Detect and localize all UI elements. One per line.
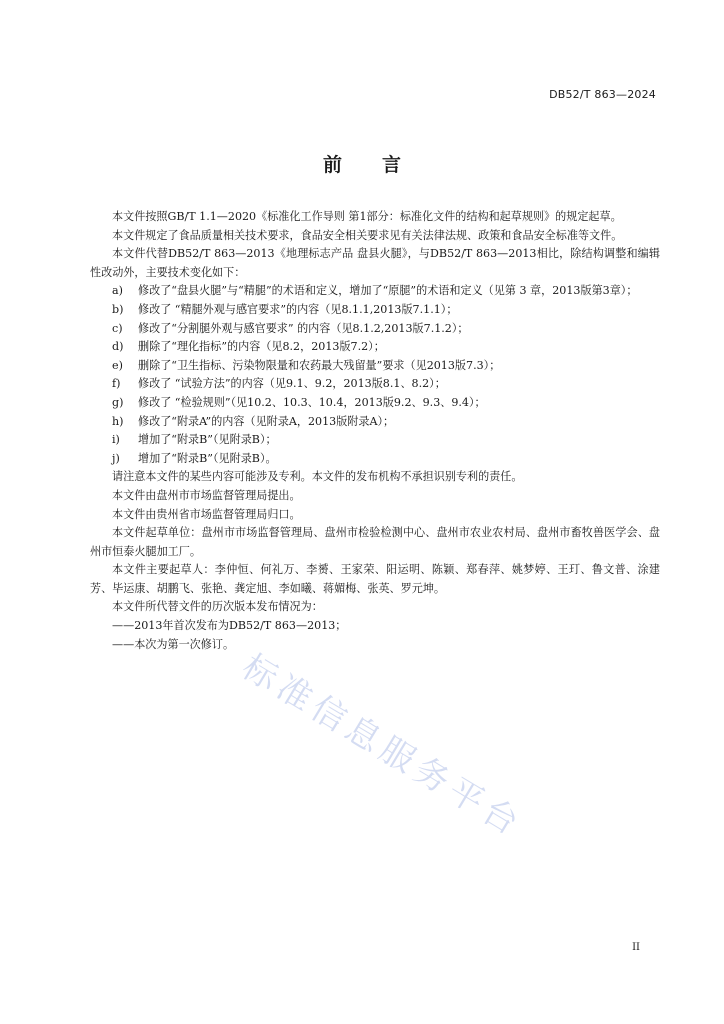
change-item-text: 增加了“附录B”（见附录B）。 xyxy=(138,451,277,465)
change-item xyxy=(90,282,660,301)
change-item xyxy=(90,413,660,432)
document-body xyxy=(90,208,660,654)
change-item-mark: c) xyxy=(112,321,123,335)
change-item-text: 删除了“卫生指标、污染物限量和农药最大残留量”要求（见2013版7.3）； xyxy=(138,358,501,372)
document-code: DB52/T 863—2024 xyxy=(549,88,656,101)
change-item-mark: f) xyxy=(112,377,121,391)
paragraph-drafters: 本文件主要起草人：李仲恒、何礼万、李赟、王家荣、阳运明、陈颖、郑春萍、姚梦婷、王玎、鲁文普、涂建芳、毕运康、胡鹏飞、张艳、龚定旭、李如曦、蒋媚梅、张英、罗元坤。 xyxy=(90,563,660,595)
change-item-mark: e) xyxy=(112,358,123,372)
change-item-text: 修改了“盘县火腿”与“精腿”的术语和定义，增加了“原腿”的术语和定义（见第 3 章，2013版第3章）； xyxy=(138,284,638,298)
paragraph-history-intro: 本文件所代替文件的历次版本发布情况为： xyxy=(112,600,323,614)
change-item-text: 修改了 “精腿外观与感官要求”的内容（见8.1.1,2013版7.1.1）； xyxy=(138,302,458,316)
paragraph-proposer: 本文件由盘州市市场监督管理局提出。 xyxy=(112,488,301,502)
change-item xyxy=(90,357,660,376)
change-item xyxy=(90,450,660,469)
page-number: II xyxy=(632,942,640,953)
change-item xyxy=(90,375,660,394)
change-item-mark: h) xyxy=(112,414,124,428)
change-item-text: 修改了 “检验规则”（见10.2、10.3、10.4，2013版9.2、9.3、9.4）； xyxy=(138,395,486,409)
change-item-mark: g) xyxy=(112,395,124,409)
paragraph-replacement: 本文件代替DB52/T 863—2013《地理标志产品 盘县火腿》，与DB52/T 863—2013相比，除结构调整和编辑性改动外，主要技术变化如下： xyxy=(90,247,660,279)
paragraph-drafting-rule: 本文件按照GB/T 1.1—2020《标准化工作导则 第1部分：标准化文件的结构和起草规则》的规定起草。 xyxy=(112,210,622,223)
history-item: ——2013年首次发布为DB52/T 863—2013； xyxy=(112,619,347,633)
change-item xyxy=(90,338,660,357)
change-item-text: 修改了 “试验方法”的内容（见9.1、9.2，2013版8.1、8.2）； xyxy=(138,377,446,391)
change-item-text: 修改了“分割腿外观与感官要求” 的内容（见8.1.2,2013版7.1.2）； xyxy=(138,321,469,335)
change-item-mark: b) xyxy=(112,302,124,316)
paragraph-drafting-units: 本文件起草单位：盘州市市场监督管理局、盘州市检验检测中心、盘州市农业农村局、盘州市畜牧兽医学会、盘州市恒泰火腿加工厂。 xyxy=(90,526,660,558)
change-item-mark: j) xyxy=(112,451,120,465)
change-item-text: 删除了“理化指标”的内容（见8.2，2013版7.2）； xyxy=(138,340,385,354)
paragraph-patent-notice: 请注意本文件的某些内容可能涉及专利。本文件的发布机构不承担识别专利的责任。 xyxy=(112,470,523,484)
history-item: ——本次为第一次修订。 xyxy=(112,637,235,651)
watermark: 标准信息服务平台 xyxy=(235,646,531,846)
change-item xyxy=(90,301,660,320)
change-item xyxy=(90,394,660,413)
paragraph-administrator: 本文件由贵州省市场监督管理局归口。 xyxy=(112,507,301,521)
change-item-text: 增加了“附录B”（见附录B）； xyxy=(138,433,277,447)
paragraph-scope-note: 本文件规定了食品质量相关技术要求，食品安全相关要求见有关法律法规、政策和食品安全标准等文件。 xyxy=(112,228,623,242)
change-item-text: 修改了“附录A”的内容（见附录A，2013版附录A）； xyxy=(138,414,395,428)
change-item xyxy=(90,431,660,450)
change-item-mark: i) xyxy=(112,433,120,447)
change-item-mark: a) xyxy=(112,284,123,298)
page-title: 前言 xyxy=(322,154,441,176)
change-item xyxy=(90,320,660,339)
change-item-mark: d) xyxy=(112,340,124,354)
